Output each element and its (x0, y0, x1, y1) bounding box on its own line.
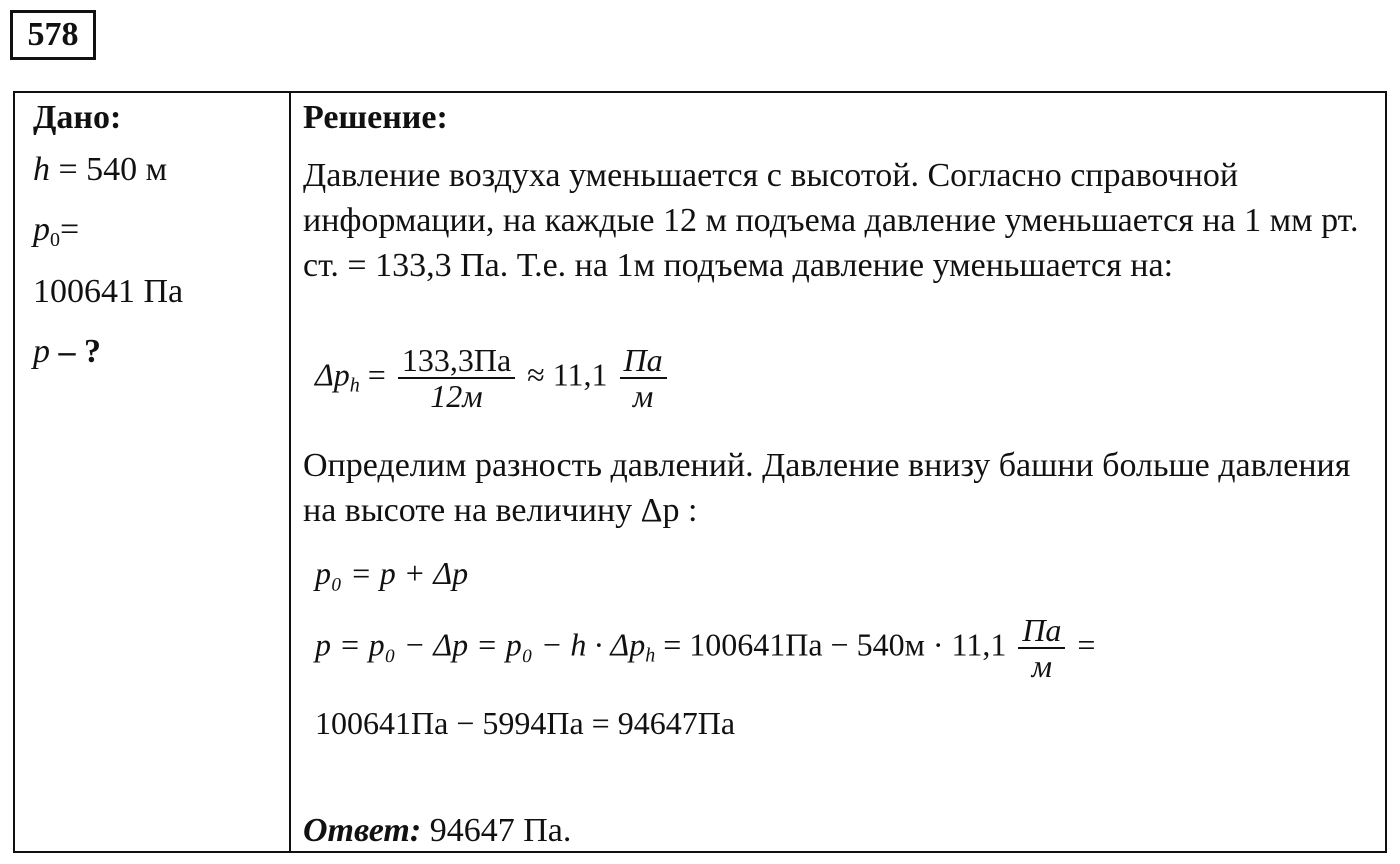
equation-result (315, 705, 735, 742)
column-divider (289, 93, 291, 851)
solution-paragraph-1: Давление воздуха уменьшается с высотой. Согласно справочной информации, на каждые 12 м подъема давление уменьшается на 1 мм рт. ст. = 133,3 Па. Т.е. на 1м подъема давление уменьшается на: (303, 157, 1359, 284)
p0-subscript: 0 (50, 229, 60, 251)
eq1-denominator: 12м (430, 378, 483, 414)
given-unknown (33, 333, 101, 371)
eq1-unit-fraction (620, 343, 667, 413)
eq1-lhs-sub: h (349, 374, 360, 397)
eq1-unit-num: Па (620, 343, 667, 379)
eq3-tail: = (1077, 626, 1096, 663)
solution-paragraph-2: Определим разность давлений. Давление внизу башни больше давления на высоте на величину Δp : (303, 447, 1351, 529)
equation-pressure-per-meter (315, 343, 671, 413)
eq1-numerator: 133,3Па (398, 343, 515, 379)
eq1-approx: ≈ 11,1 (527, 356, 608, 393)
eq3-rest: = 100641Па − 540м · 11,1 (655, 626, 1007, 663)
eq3-unit-num: Па (1018, 613, 1065, 649)
answer-value: 94647 Па. (429, 812, 572, 849)
equation-pressure-balance (315, 555, 468, 592)
eq1-unit-den: м (632, 378, 654, 414)
p0-equals: = (60, 211, 80, 248)
h-symbol: h (33, 151, 50, 188)
eq2-text: p₀ = p + Δp (315, 555, 469, 591)
given-p0-value: 100641 Па (33, 273, 184, 310)
answer-line (303, 808, 1373, 853)
given-heading: Дано: (33, 99, 122, 136)
unknown-mark: – ? (58, 333, 101, 370)
given-h (33, 151, 167, 189)
problem-number: 578 (10, 10, 96, 60)
eq3-text: p = p₀ − Δp = p₀ − h · Δp (315, 626, 646, 663)
answer-label: Ответ: (303, 812, 422, 849)
eq3-unit-den: м (1031, 648, 1053, 684)
p0-symbol: p (33, 211, 50, 248)
given-p0 (33, 211, 79, 252)
eq1-lhs: Δp (315, 356, 350, 393)
eq4-text: 100641Па − 5994Па = 94647Па (315, 705, 736, 741)
eq1-fraction (398, 343, 515, 413)
solution-heading: Решение: (303, 99, 448, 136)
p-symbol: p (33, 333, 50, 370)
eq3-unit-fraction (1018, 613, 1065, 683)
eq3-sub: h (645, 644, 656, 667)
equation-pressure-calc (315, 613, 1095, 683)
solution-table (13, 91, 1387, 853)
h-value: = 540 м (58, 151, 168, 188)
eq1-equals: = (367, 356, 386, 393)
